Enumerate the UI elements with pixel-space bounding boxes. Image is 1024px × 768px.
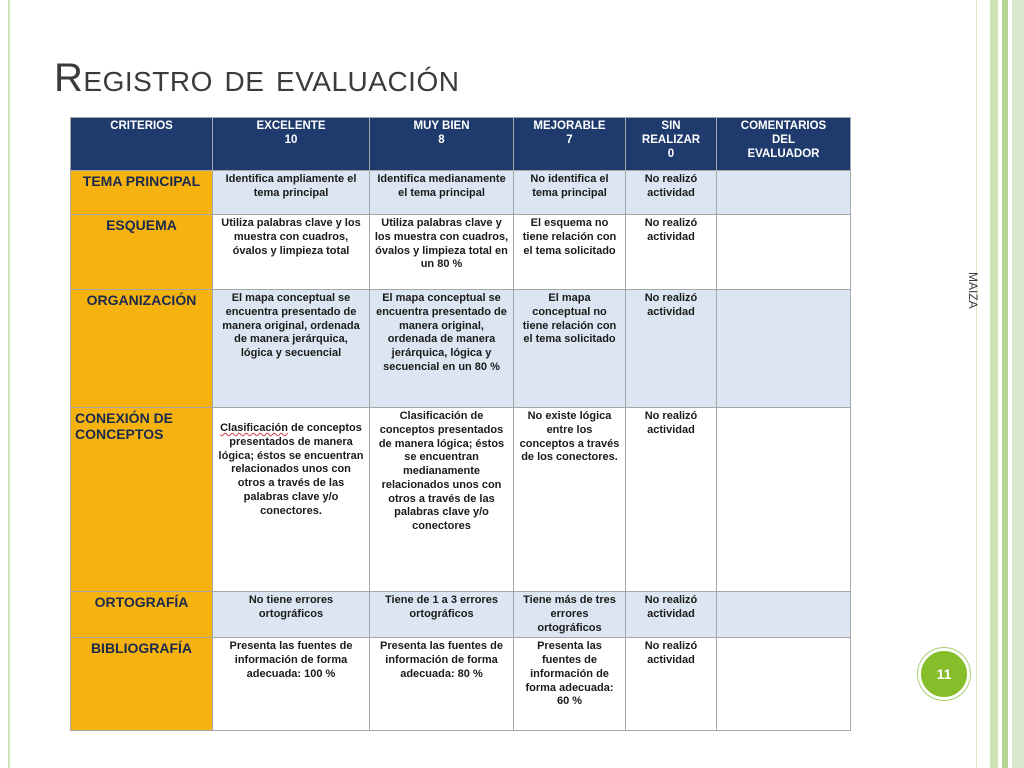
table-row [71,638,851,731]
sin-realizar-cell: No realizó actividad [626,290,717,408]
sin-realizar-cell: No realizó actividad [626,638,717,731]
criterion-cell: BIBLIOGRAFÍA [71,638,213,731]
muy-bien-cell: Clasificación de conceptos presentados de manera lógica; éstos se encuentran medianamente relacionados unos con otros a través de las palabras clave y/o conectores [370,408,514,592]
mejorable-cell: Tiene más de tres errores ortográficos [514,592,626,638]
rubric-table-container [70,117,850,730]
comentarios-cell [717,592,851,638]
excelente-cell: Utiliza palabras clave y los muestra con cuadros, óvalos y limpieza total [213,215,370,290]
header-mejorable: MEJORABLE 7 [514,118,626,171]
muy-bien-cell: Presenta las fuentes de información de forma adecuada: 80 % [370,638,514,731]
muy-bien-cell: Identifica medianamente el tema principal [370,171,514,215]
muy-bien-cell: Utiliza palabras clave y los muestra con cuadros, óvalos y limpieza total en un 80 % [370,215,514,290]
table-row [71,408,851,592]
excelente-text: de conceptos presentados de manera lógica; éstos se encuentran relacionados unos con otros a través de las palabras clave y/o conectores. [218,422,364,517]
side-label: MAIZA [966,272,980,309]
header-sin-realizar: SIN REALIZAR 0 [626,118,717,171]
sin-realizar-cell: No realizó actividad [626,215,717,290]
comentarios-cell [717,408,851,592]
sin-realizar-cell: No realizó actividad [626,592,717,638]
comentarios-cell [717,290,851,408]
criterion-cell: CONEXIÓN DE CONCEPTOS [71,408,213,592]
sin-realizar-cell: No realizó actividad [626,171,717,215]
criterion-cell: ESQUEMA [71,215,213,290]
header-criterios: CRITERIOS [71,118,213,171]
mejorable-cell: No existe lógica entre los conceptos a través de los conectores. [514,408,626,592]
sin-realizar-cell: No realizó actividad [626,408,717,592]
mejorable-cell: Presenta las fuentes de información de forma adecuada: 60 % [514,638,626,731]
header-excelente: EXCELENTE 10 [213,118,370,171]
excelente-cell: No tiene errores ortográficos [213,592,370,638]
criterion-cell: ORTOGRAFÍA [71,592,213,638]
mejorable-cell: El mapa conceptual no tiene relación con el tema solicitado [514,290,626,408]
header-comentarios: COMENTARIOS DEL EVALUADOR [717,118,851,171]
table-row [71,215,851,290]
header-row [71,118,851,171]
mejorable-cell: El esquema no tiene relación con el tema solicitado [514,215,626,290]
criterion-cell: TEMA PRINCIPAL [71,171,213,215]
comentarios-cell [717,171,851,215]
slide-left-rule [8,0,10,768]
excelente-cell: Identifica ampliamente el tema principal [213,171,370,215]
page-number-badge: 11 [918,648,970,700]
excelente-cell: Presenta las fuentes de información de forma adecuada: 100 % [213,638,370,731]
table-row [71,171,851,215]
header-muy-bien: MUY BIEN 8 [370,118,514,171]
rubric-table [70,117,851,731]
excelente-cell [213,408,370,592]
table-row [71,290,851,408]
muy-bien-cell: Tiene de 1 a 3 errores ortográficos [370,592,514,638]
mejorable-cell: No identifica el tema principal [514,171,626,215]
muy-bien-cell: El mapa conceptual se encuentra presentado de manera original, ordenada de manera jerárquica, lógica y secuencial en un 80 % [370,290,514,408]
criterion-cell: ORGANIZACIÓN [71,290,213,408]
table-row [71,592,851,638]
excelente-cell: El mapa conceptual se encuentra presentado de manera original, ordenada de manera jerárquica, lógica y secuencial [213,290,370,408]
slide-right-decoration [976,0,1024,768]
comentarios-cell [717,638,851,731]
comentarios-cell [717,215,851,290]
slide-title: Registro de evaluación [54,56,460,100]
spellcheck-word: Clasificación [220,422,288,434]
